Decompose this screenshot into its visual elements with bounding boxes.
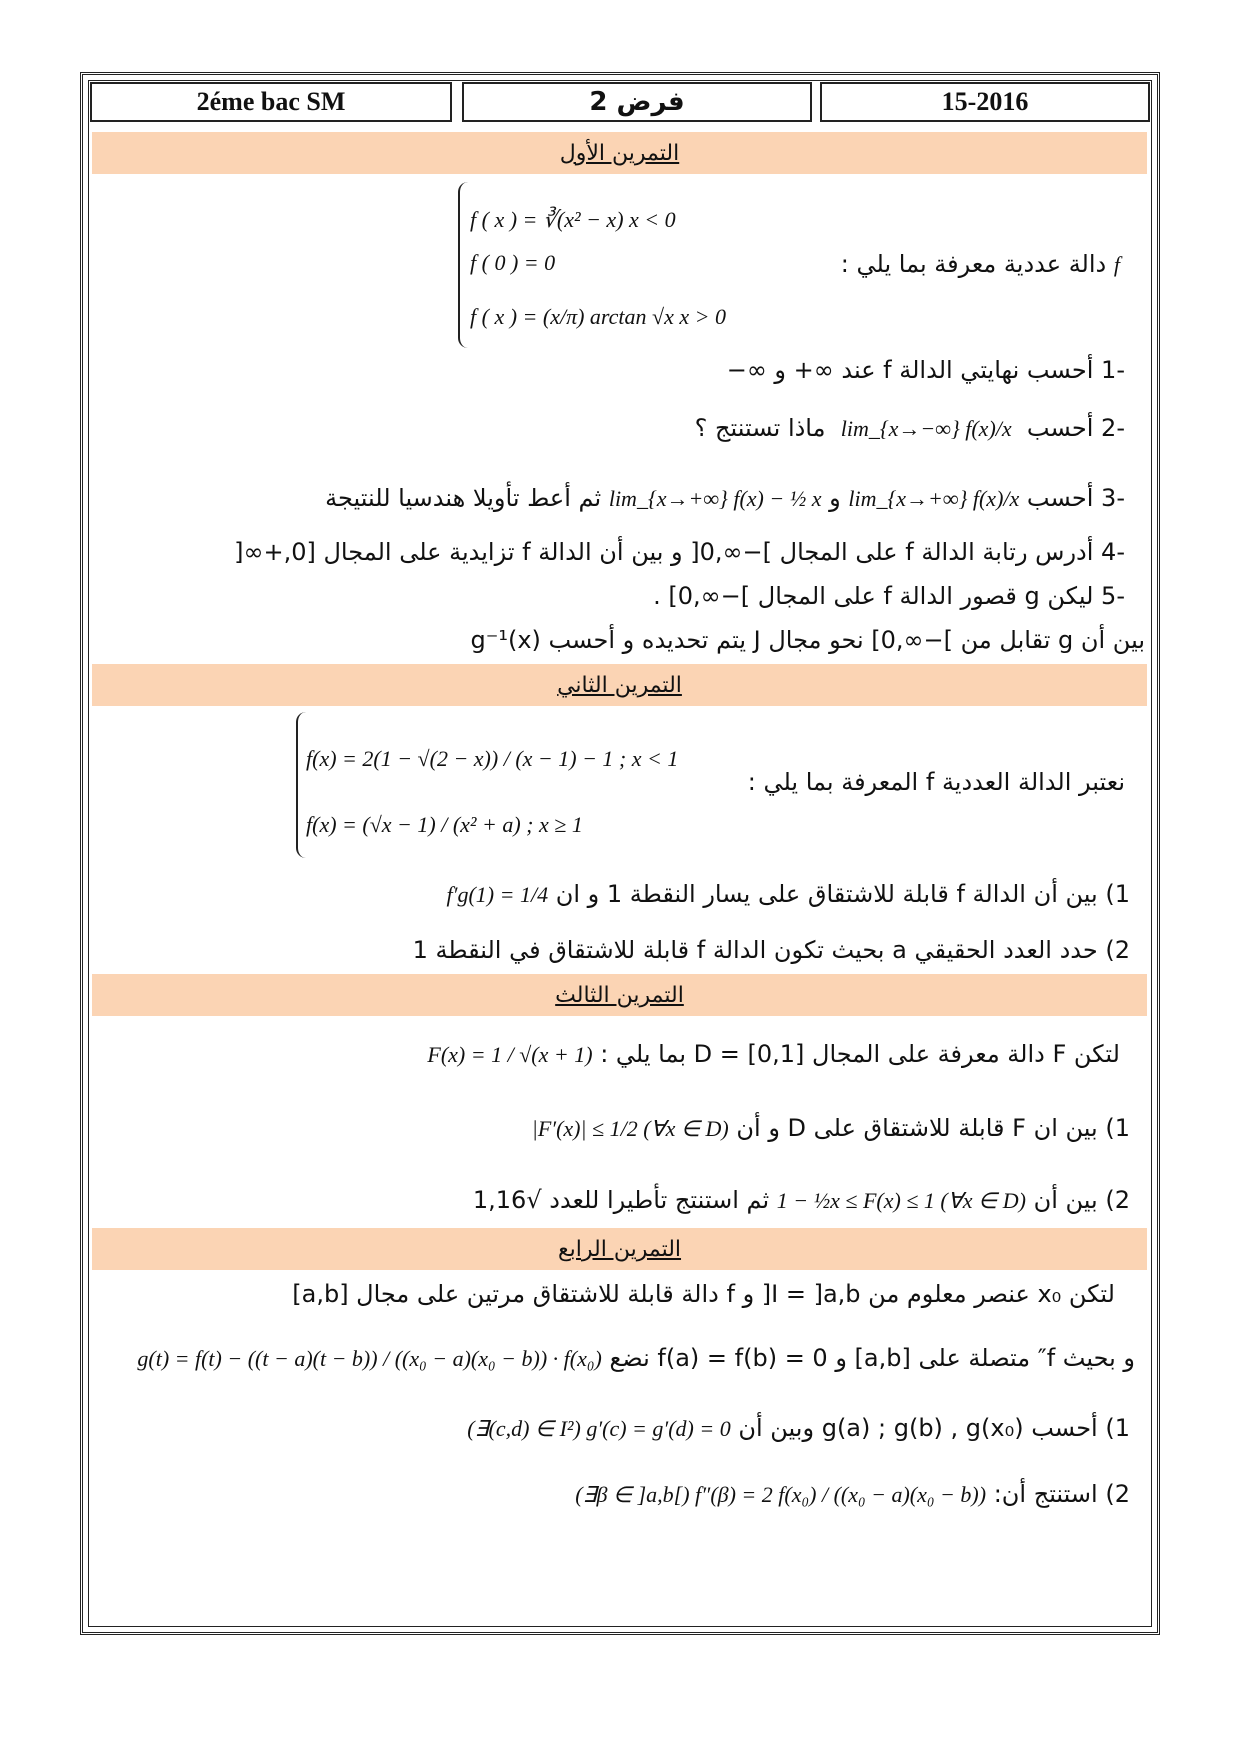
header-title: فرض 2 bbox=[462, 82, 812, 122]
ex1-q1: -1 أحسب نهايتي الدالة f عند ∞+ و ∞− bbox=[726, 356, 1125, 384]
ex1-def-line-3: f ( x ) = (x/π) arctan √x x > 0 bbox=[470, 304, 726, 329]
ex3-title: التمرين الثالث bbox=[555, 982, 684, 1008]
ex2-intro: نعتبر الدالة العددية f المعرفة بما يلي : bbox=[747, 768, 1125, 796]
ex4-line2-math: g(t) = f(t) − ((t − a)(t − b)) / ((x₀ − a)(x₀ − b)) · f(x₀) bbox=[137, 1346, 602, 1371]
ex3-q2: 2) بين أن 1 − ½x ≤ F(x) ≤ 1 (∀x ∈ D) ثم استنتج تأطيرا للعدد √1,16 bbox=[472, 1186, 1130, 1214]
ex1-q3-math1: lim_{x→+∞} f(x)/x bbox=[848, 486, 1020, 511]
header-level: 2éme bac SM bbox=[90, 82, 452, 122]
ex4-title-band bbox=[92, 1228, 1147, 1270]
ex4-q2-math: (∃β ∈ ]a,b[) f″(β) = 2 f(x₀) / ((x₀ − a)(x₀ − b)) bbox=[575, 1482, 987, 1507]
ex4-q1-math: (∃(c,d) ∈ I²) g′(c) = g′(d) = 0 bbox=[467, 1416, 731, 1441]
ex2-title: التمرين الثاني bbox=[557, 672, 682, 698]
ex1-q2: -2 أحسب lim_{x→−∞} f(x)/x ماذا تستنتج ؟ bbox=[694, 414, 1125, 442]
ex1-q5: -5 ليكن g قصور الدالة f على المجال ]−∞,0] . bbox=[653, 582, 1125, 610]
ex1-q3-math2: lim_{x→+∞} f(x) − ½ x bbox=[608, 486, 822, 511]
ex2-q1: 1) بين أن الدالة f قابلة للاشتقاق على يسار النقطة 1 و ان f′g(1) = 1/4 bbox=[446, 880, 1130, 908]
ex2-def-line-2: f(x) = (√x − 1) / (x² + a) ; x ≥ 1 bbox=[306, 812, 583, 837]
ex1-q2-math: lim_{x→−∞} f(x)/x bbox=[840, 416, 1012, 441]
ex4-line1: لتكن x₀ عنصر معلوم من I = ]a,b[ و f دالة قابلة للاشتقاق مرتين على مجال [a,b] bbox=[292, 1280, 1115, 1308]
ex1-intro-var: f bbox=[1113, 252, 1120, 277]
ex4-line2: و بحيث f″ متصلة على [a,b] و f(a) = f(b) = 0 نضع g(t) = f(t) − ((t − a)(t − b)) / ((x₀ − a)(x₀ − b)) · f(x₀) bbox=[137, 1344, 1135, 1372]
ex3-intro-math: F(x) = 1 / √(x + 1) bbox=[427, 1042, 593, 1067]
ex1-title-band bbox=[92, 132, 1147, 174]
ex1-q3: -3 أحسب lim_{x→+∞} f(x)/x و lim_{x→+∞} f(x) − ½ x ثم أعط تأويلا هندسيا للنتيجة bbox=[325, 484, 1125, 512]
ex1-def-line-2: f ( 0 ) = 0 bbox=[470, 250, 556, 275]
ex1-title: التمرين الأول bbox=[559, 140, 680, 166]
ex1-def-line-1: f ( x ) = ∛(x² − x) x < 0 bbox=[470, 207, 676, 232]
ex2-q1-math: f′g(1) = 1/4 bbox=[446, 882, 549, 907]
ex4-q1: 1) أحسب g(a) ; g(b) , g(x₀) وبين أن (∃(c,d) ∈ I²) g′(c) = g′(d) = 0 bbox=[467, 1414, 1130, 1442]
ex3-q1-math: |F′(x)| ≤ 1/2 (∀x ∈ D) bbox=[531, 1116, 729, 1141]
ex1-intro: f دالة عددية معرفة بما يلي : bbox=[840, 250, 1120, 278]
ex2-title-band bbox=[92, 664, 1147, 706]
ex3-q1: 1) بين ان F قابلة للاشتقاق على D و أن |F′(x)| ≤ 1/2 (∀x ∈ D) bbox=[531, 1114, 1130, 1142]
ex3-intro: لتكن F دالة معرفة على المجال D = [0,1] بما يلي : F(x) = 1 / √(x + 1) bbox=[427, 1040, 1120, 1068]
ex2-def-line-1: f(x) = 2(1 − √(2 − x)) / (x − 1) − 1 ; x < 1 bbox=[306, 746, 679, 771]
header-year: 15-2016 bbox=[820, 82, 1150, 122]
ex4-title: التمرين الرابع bbox=[557, 1236, 682, 1262]
ex2-q2: 2) حدد العدد الحقيقي a بحيث تكون الدالة f قابلة للاشتقاق في النقطة 1 bbox=[412, 936, 1130, 964]
ex1-q4: -4 أدرس رتابة الدالة f على المجال ]−∞,0[ و بين أن الدالة f تزايدية على المجال [0,+∞[ bbox=[234, 538, 1125, 566]
ex3-title-band bbox=[92, 974, 1147, 1016]
ex4-q2: 2) استنتج أن: (∃β ∈ ]a,b[) f″(β) = 2 f(x₀) / ((x₀ − a)(x₀ − b)) bbox=[575, 1480, 1130, 1508]
ex1-q5b: بين أن g تقابل من ]−∞,0] نحو مجال J يتم تحديده و أحسب g⁻¹(x) bbox=[470, 626, 1145, 654]
ex3-q2-math: 1 − ½x ≤ F(x) ≤ 1 (∀x ∈ D) bbox=[776, 1188, 1026, 1213]
